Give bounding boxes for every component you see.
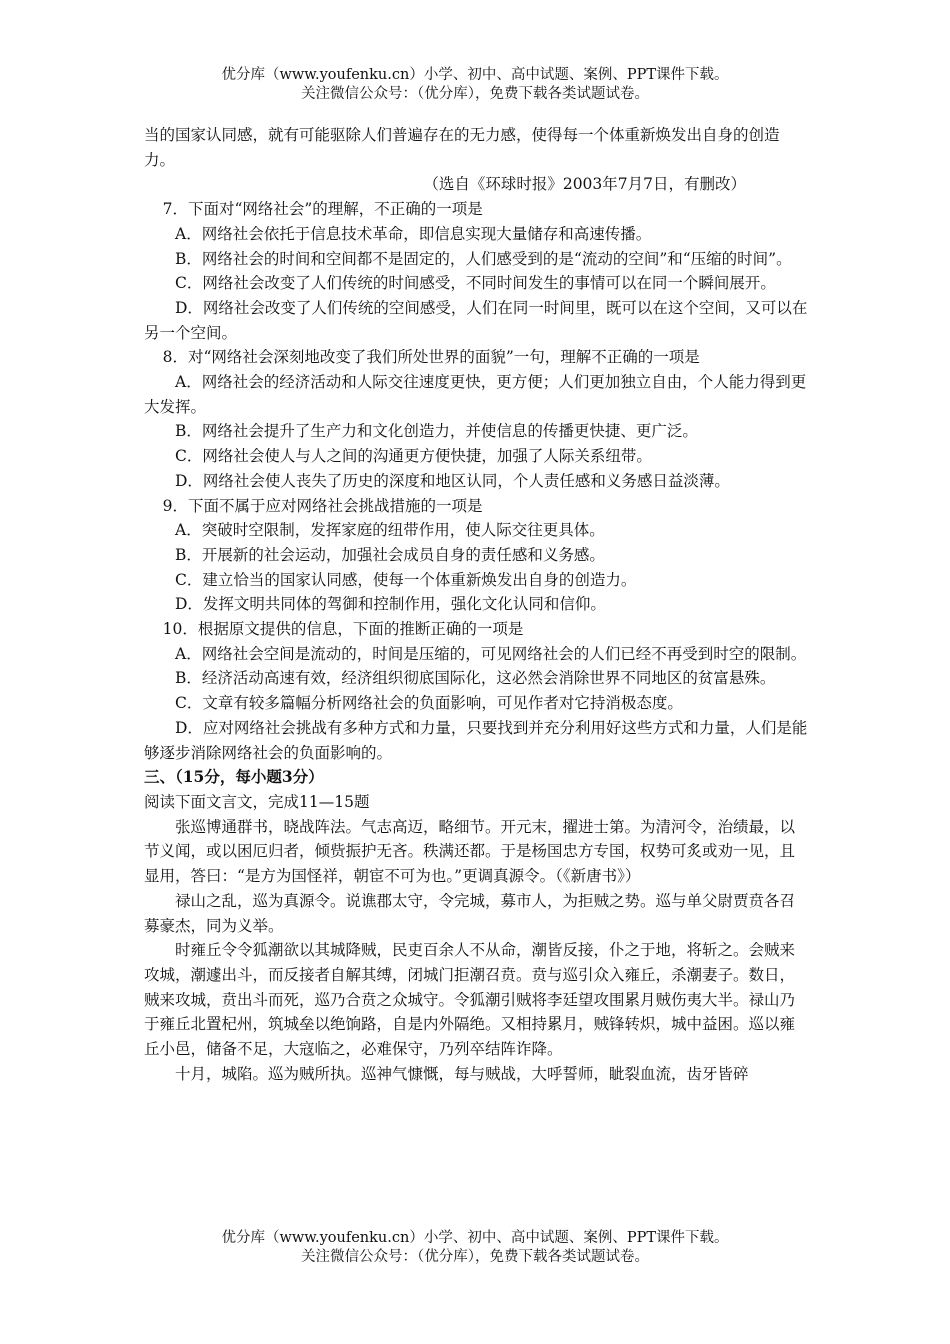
option-c: C．网络社会使人与人之间的沟通更方便快捷，加强了人际关系纽带。 <box>175 447 652 466</box>
footer-line-2: 关注微信公众号：（优分库），免费下载各类试题试卷。 <box>301 1249 649 1265</box>
option-c: C．建立恰当的国家认同感，使每一个体重新焕发出自身的创造力。 <box>175 570 637 589</box>
classical-paragraph-3: 时雍丘令令狐潮欲以其城降贼，民吏百余人不从命，潮皆反接，仆之于地，将斩之。会贼来攻城，潮遽出斗，而反接者自解其缚，闭城门拒潮召贲。贲与巡引众入雍丘，杀潮妻子。数日，贼来攻城，贲出斗而死，巡乃合贲之众城守。令狐潮引贼将李廷望攻围累月贼伤夷大半。禄山乃于雍丘北置杞州，筑城垒以绝饷路，自是内外隔绝。又相持累月，贼锋转炽，城中益困。巡以雍丘小邑，储备不足，大寇临之，必难保守，乃列卒结阵诈降。 <box>144 941 796 1059</box>
question-stem: 10．根据原文提供的信息，下面的推断正确的一项是 <box>162 620 524 639</box>
option-b: B．经济活动高速有效，经济组织彻底国际化，这必然会消除世界不同地区的贫富悬殊。 <box>175 669 776 688</box>
option-b: B．网络社会提升了生产力和文化创造力，并使信息的传播更快捷、更广泛。 <box>175 422 698 441</box>
option-c: C．网络社会改变了人们传统的时间感受，不同时间发生的事情可以在同一个瞬间展开。 <box>175 274 776 293</box>
option-d: D．应对网络社会挑战有多种方式和力量，只要找到并充分利用好这些方式和力量，人们是能够逐步消除网络社会的负面影响的。 <box>144 718 808 762</box>
option-b: B．开展新的社会运动，加强社会成员自身的责任感和义务感。 <box>175 545 605 564</box>
question-8 <box>144 345 808 493</box>
option-d: D．网络社会使人丧失了历史的深度和地区认同，个人责任感和义务感日益淡薄。 <box>175 471 730 490</box>
question-10 <box>144 617 808 765</box>
question-stem: 8．对“网络社会深刻地改变了我们所处世界的面貌”一句，理解不正确的一项是 <box>162 348 700 367</box>
option-a: A．网络社会的经济活动和人际交往速度更快，更方便；人们更加独立自由，个人能力得到更大发挥。 <box>144 373 807 416</box>
classical-paragraph-1: 张巡博通群书，晓战阵法。气志高迈，略细节。开元末，擢进士第。为清河令，治绩最，以节义闻，或以困厄归者，倾赀振护无吝。秩满还都。于是杨国忠方专国，权势可炙或劝一见，且显用，答曰：“是方为国怪祥，朝宦不可为也。”更调真源令。（《新唐书》） <box>144 817 796 886</box>
classical-paragraph-4: 十月，城陷。巡为贼所执。巡神气慷慨，每与贼战，大呼誓师，眦裂血流，齿牙皆碎 <box>175 1064 749 1083</box>
option-c: C．文章有较多篇幅分析网络社会的负面影响，可见作者对它持消极态度。 <box>175 694 683 713</box>
option-a: A．突破时空限制，发挥家庭的纽带作用，使人际交往更具体。 <box>175 521 605 540</box>
document-body <box>144 123 808 1086</box>
header-line-1: 优分库（www.youfenku.cn）小学、初中、高中试题、案例、PPT课件下载。 <box>221 67 729 83</box>
question-9 <box>144 494 808 618</box>
footer-line-1: 优分库（www.youfenku.cn）小学、初中、高中试题、案例、PPT课件下载。 <box>221 1230 729 1246</box>
article-tail: 当的国家认同感，就有可能驱除人们普遍存在的无力感，使得每一个体重新焕发出自身的创造力。 <box>144 126 780 169</box>
classical-paragraph-2: 禄山之乱，巡为真源令。说谯郡太守，令完城，募市人，为拒贼之势。巡与单父尉贾贲各召募豪杰，同为义举。 <box>144 891 796 935</box>
header-line-2: 关注微信公众号：（优分库），免费下载各类试题试卷。 <box>301 86 649 102</box>
section-3-instruction: 阅读下面文言文，完成11—15题 <box>144 792 370 811</box>
page-footer <box>0 1229 950 1267</box>
option-a: A．网络社会空间是流动的，时间是压缩的，可见网络社会的人们已经不再受到时空的限制。 <box>175 644 807 663</box>
section-3-title: 三、（15分，每小题3分） <box>144 767 324 787</box>
option-d: D．网络社会改变了人们传统的空间感受，人们在同一时间里，既可以在这个空间，又可以在另一个空间。 <box>144 298 808 342</box>
option-d: D．发挥文明共同体的驾御和控制作用，强化文化认同和信仰。 <box>175 595 606 614</box>
question-stem: 9．下面不属于应对网络社会挑战措施的一项是 <box>162 496 483 515</box>
option-b: B．网络社会的时间和空间都不是固定的，人们感受到的是“流动的空间”和“压缩的时间”。 <box>175 249 792 268</box>
question-7 <box>144 197 808 345</box>
page-header <box>0 66 950 104</box>
article-source: （选自《环球时报》2003年7月7日，有删改） <box>423 175 746 194</box>
question-stem: 7．下面对“网络社会”的理解，不正确的一项是 <box>162 200 483 219</box>
option-a: A．网络社会依托于信息技术革命，即信息实现大量储存和高速传播。 <box>175 224 652 243</box>
